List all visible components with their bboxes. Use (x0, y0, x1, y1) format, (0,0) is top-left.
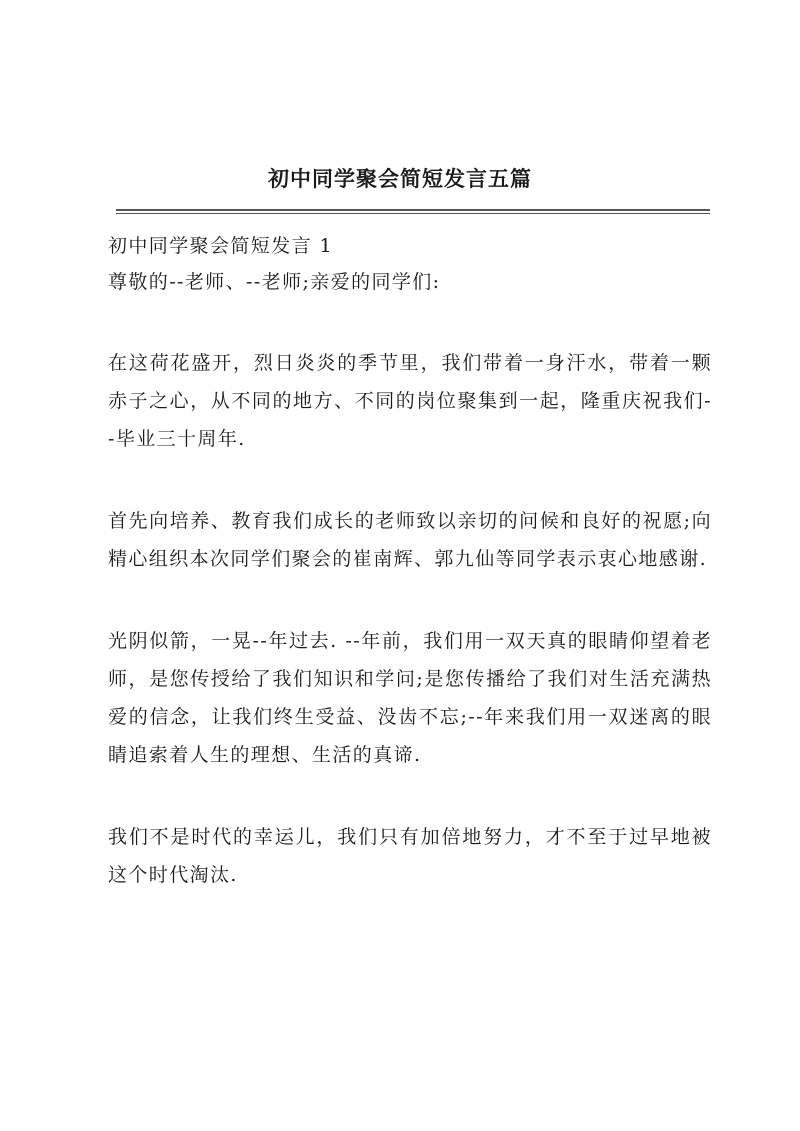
paragraph-4: 我们不是时代的幸运儿，我们只有加倍地努力，才不至于过早地被这个时代淘汰. (108, 826, 712, 886)
paragraph-gap (108, 300, 712, 344)
section-heading: 初中同学聚会简短发言 1 (108, 235, 333, 257)
salutation: 尊敬的--老师、--老师;亲爱的同学们: (108, 271, 441, 293)
paragraph-3: 光阴似箭，一晃--年过去. --年前，我们用一双天真的眼睛仰望着老师，是您传授给了我们知识和学问;是您传播给了我们对生活充满热爱的信念，让我们终生受益、没齿不忘;--年来我们用一双迷离的眼睛追索着人生的理想、生活的真谛. (108, 630, 712, 766)
paragraph-gap (108, 458, 712, 502)
paragraph-2: 首先向培养、教育我们成长的老师致以亲切的问候和良好的祝愿;向精心组织本次同学们聚会的崔南辉、郭九仙等同学表示衷心地感谢. (108, 510, 712, 570)
document-body (108, 228, 712, 894)
title-divider (116, 209, 710, 214)
paragraph-gap (108, 774, 712, 818)
document-title: 初中同学聚会简短发言五篇 (268, 166, 532, 191)
paragraph-1: 在这荷花盛开，烈日炎炎的季节里，我们带着一身汗水，带着一颗赤子之心，从不同的地方、不同的岗位聚集到一起，隆重庆祝我们--毕业三十周年. (108, 352, 712, 450)
paragraph-gap (108, 578, 712, 622)
